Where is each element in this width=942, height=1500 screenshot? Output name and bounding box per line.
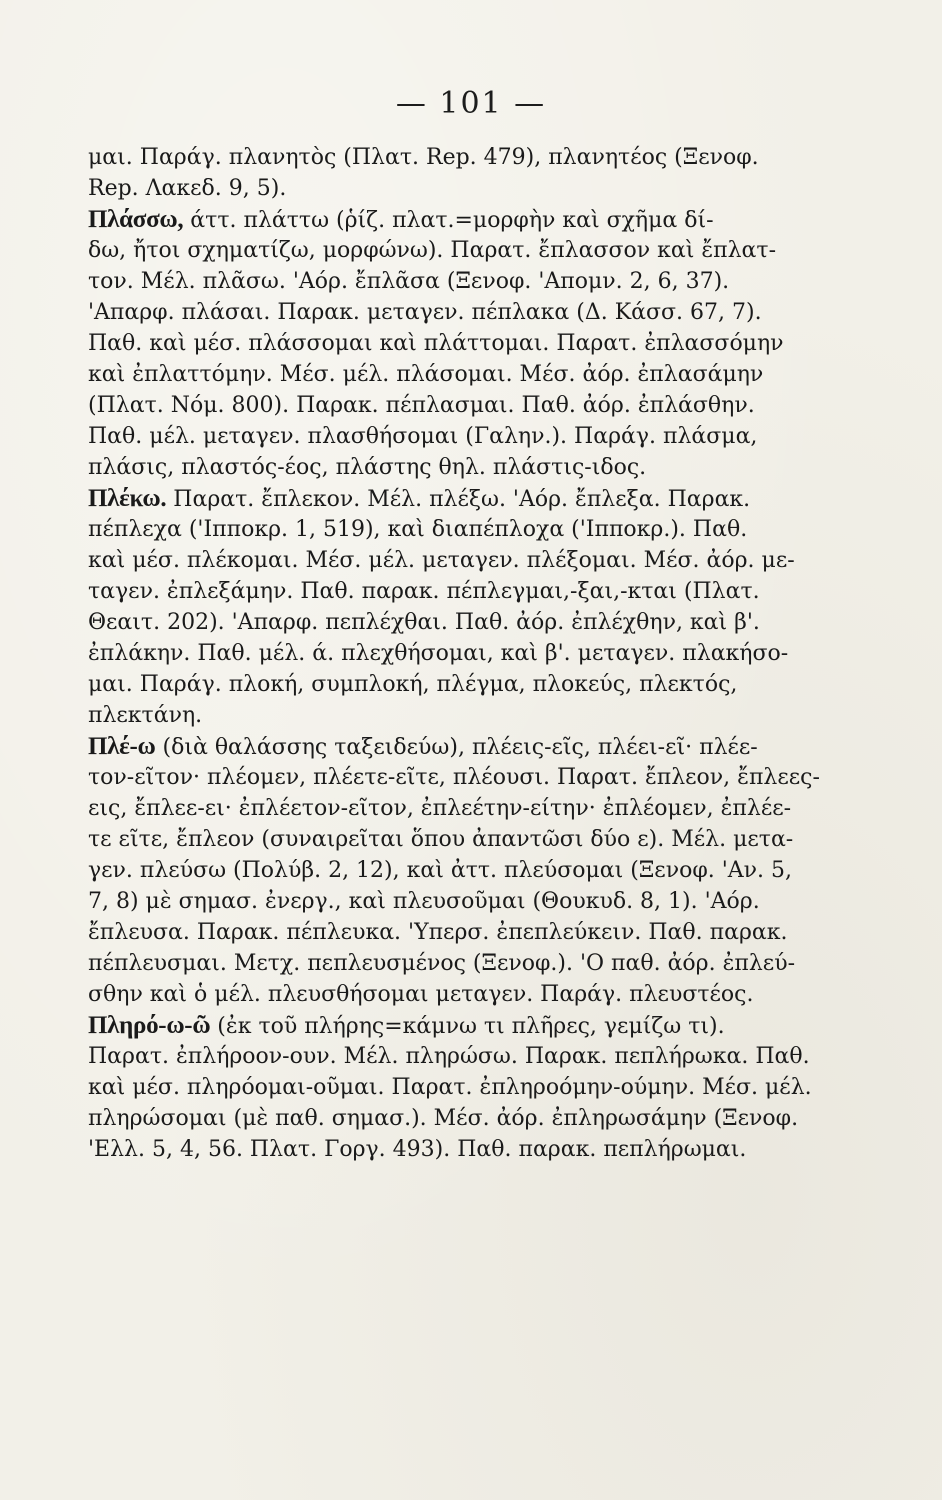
entry-first-line xyxy=(88,731,834,762)
headword: Πλέκω. xyxy=(88,485,167,512)
text-line: καὶ μέσ. πληρόομαι-οῦμαι. Παρατ. ἐπληροόμην-ούμην. Μέσ. μέλ. xyxy=(88,1075,812,1100)
text-line: τε εῖτε, ἔπλεον (συναιρεῖται ὅπου ἀπαντῶσι δύο ε). Μέλ. μετα- xyxy=(88,827,794,852)
text-line: ταγεν. ἐπλεξάμην. Παθ. παρακ. πέπλεγμαι,-ξαι,-κται (Πλατ. xyxy=(88,579,760,604)
entry-pleroo xyxy=(88,1010,834,1165)
text-line: 'Ελλ. 5, 4, 56. Πλατ. Γοργ. 493). Παθ. παρακ. πεπλήρωμαι. xyxy=(88,1137,747,1162)
text-line: εις, ἔπλεε-ει· ἐπλέετον-εῖτον, ἐπλεέτην-είτην· ἐπλέομεν, ἐπλέε- xyxy=(88,796,792,821)
text-line: πέπλεχα ('Ιπποκρ. 1, 519), καὶ διαπέπλοχα ('Ιπποκρ.). Παθ. xyxy=(88,517,748,542)
text-line: Παρατ. ἐπλήροον-ουν. Μέλ. πληρώσω. Παρακ. πεπλήρωκα. Παθ. xyxy=(88,1044,810,1069)
text-line: ἔπλευσα. Παρακ. πέπλευκα. 'Υπερσ. ἐπεπλεύκειν. Παθ. παρακ. xyxy=(88,920,788,945)
text-line: πλάσις, πλαστός-έος, πλάστης θηλ. πλάστις-ιδος. xyxy=(88,455,647,480)
text-line: πληρώσομαι (μὲ παθ. σημασ.). Μέσ. ἀόρ. ἐπληρωσάμην (Ξενοφ. xyxy=(88,1106,799,1131)
text-line: μαι. Παράγ. πλανητὸς (Πλατ. Rep. 479), πλανητέος (Ξενοφ. xyxy=(88,145,759,170)
headword: Πλάσσω, xyxy=(88,206,184,233)
entry-pleo xyxy=(88,731,834,1010)
text-line: πλεκτάνη. xyxy=(88,703,203,728)
text-segment: (διὰ θαλάσσης ταξειδεύω), πλέεις-εῖς, πλέει-εῖ· πλέε- xyxy=(155,735,758,760)
dictionary-text xyxy=(88,142,834,1165)
text-line: μαι. Παράγ. πλοκή, συμπλοκή, πλέγμα, πλοκεύς, πλεκτός, xyxy=(88,672,738,697)
text-line: Παθ. μέλ. μεταγεν. πλασθήσομαι (Γαλην.). Παράγ. πλάσμα, xyxy=(88,424,758,449)
text-segment: (ἐκ τοῦ πλήρης=κάμνω τι πλῆρες, γεμίζω τι). xyxy=(210,1014,725,1039)
text-segment: Παρατ. ἔπλεκον. Μέλ. πλέξω. 'Αόρ. ἔπλεξα. Παρακ. xyxy=(166,487,751,512)
text-line: δω, ἤτοι σχηματίζω, μορφώνω). Παρατ. ἔπλασσον καὶ ἔπλατ- xyxy=(88,238,777,263)
text-line: τον. Μέλ. πλᾶσω. 'Αόρ. ἔπλᾶσα (Ξενοφ. 'Απομν. 2, 6, 37). xyxy=(88,269,730,294)
text-line: Παθ. καὶ μέσ. πλάσσομαι καὶ πλάττομαι. Παρατ. ἐπλασσόμην xyxy=(88,331,784,356)
text-line: 7, 8) μὲ σημασ. ἐνεργ., καὶ πλευσοῦμαι (Θουκυδ. 8, 1). 'Αόρ. xyxy=(88,889,760,914)
text-segment: άττ. πλάττω (ῥίζ. πλατ.=μορφὴν καὶ σχῆμα δί- xyxy=(183,208,714,233)
text-line: καὶ μέσ. πλέκομαι. Μέσ. μέλ. μεταγεν. πλέξομαι. Μέσ. ἀόρ. με- xyxy=(88,548,795,573)
entry-pleko xyxy=(88,483,834,731)
headword: Πληρό-ω-ῶ xyxy=(88,1012,211,1039)
entry-first-line xyxy=(88,1010,834,1041)
text-line: πέπλευσμαι. Μετχ. πεπλευσμένος (Ξενοφ.). 'Ο παθ. ἀόρ. ἐπλεύ- xyxy=(88,951,796,976)
text-line: σθην καὶ ὁ μέλ. πλευσθήσομαι μεταγεν. Παράγ. πλευστέος. xyxy=(88,982,754,1007)
text-line: τον-εῖτον· πλέομεν, πλέετε-εῖτε, πλέουσι. Παρατ. ἔπλεον, ἔπλεες- xyxy=(88,765,820,790)
text-line: (Πλατ. Νόμ. 800). Παρακ. πέπλασμαι. Παθ. ἀόρ. ἐπλάσθην. xyxy=(88,393,755,418)
text-line: γεν. πλεύσω (Πολύβ. 2, 12), καὶ ἀττ. πλεύσομαι (Ξενοφ. 'Αν. 5, xyxy=(88,858,792,883)
headword: Πλέ-ω xyxy=(88,733,156,760)
entry-plasso xyxy=(88,204,834,483)
text-line: ἐπλάκην. Παθ. μέλ. ά. πλεχθήσομαι, καὶ β'. μεταγεν. πλακήσο- xyxy=(88,641,789,666)
text-line: Rep. Λακεδ. 9, 5). xyxy=(88,176,287,201)
text-line: 'Απαρφ. πλάσαι. Παρακ. μεταγεν. πέπλακα (Δ. Κάσσ. 67, 7). xyxy=(88,300,762,325)
text-line: καὶ ἐπλαττόμην. Μέσ. μέλ. πλάσομαι. Μέσ. ἀόρ. ἐπλασάμην xyxy=(88,362,764,387)
entry-first-line xyxy=(88,483,834,514)
entry-first-line xyxy=(88,204,834,235)
page-number: — 101 — xyxy=(395,86,547,121)
text-line: Θεαιτ. 202). 'Απαρφ. πεπλέχθαι. Παθ. ἀόρ. ἐπλέχθην, καὶ β'. xyxy=(88,610,760,635)
entry-continuation xyxy=(88,142,834,204)
